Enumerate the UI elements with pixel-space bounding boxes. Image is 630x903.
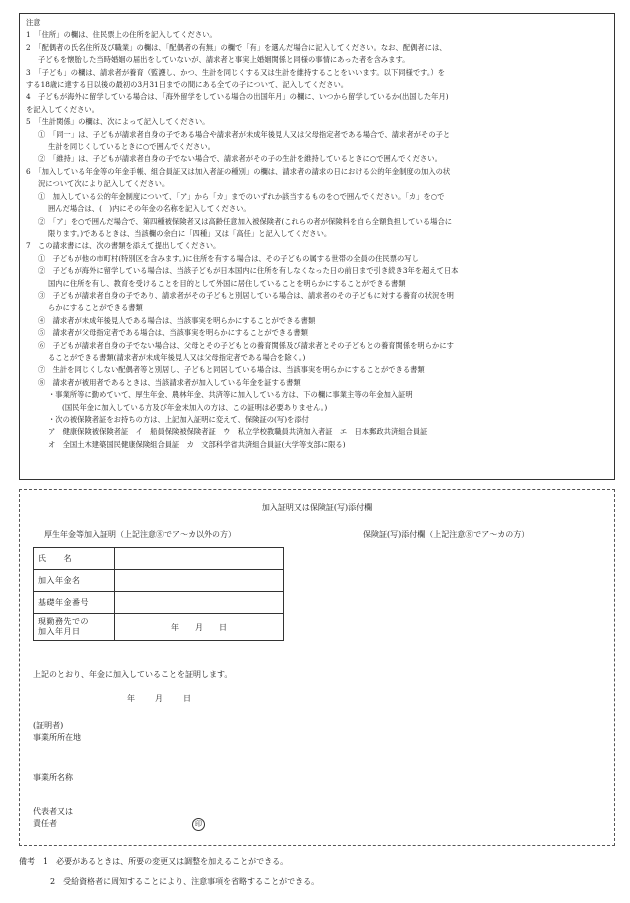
note-line: ⑧ 請求者が被用者であるときは、当該請求者が加入している年金を証する書類 — [38, 377, 301, 387]
note-line: ② 「維持」は、子どもが請求者自身の子でない場合で、請求者がその子の生計を維持しているときに○で囲んでください。 — [38, 154, 442, 164]
certifier-label: (証明者) — [33, 721, 64, 730]
remark-1 — [19, 852, 319, 872]
note-line: (国民年金に加入している方及び年金未加入の方は、この証明は必要ありません。) — [62, 402, 328, 412]
note-line: らかにすることができる書類 — [48, 303, 143, 313]
note-line: ⑦ 生計を同じくしない配偶者等と別居し、子どもと同居している場合は、当該事実を明らかにすることができる書類 — [38, 365, 425, 375]
month-label: 月 — [195, 622, 203, 632]
note-line: ⑤ 請求者が父母指定者である場合は、当該事実を明らかにすることができる書類 — [38, 328, 308, 338]
pension-name-label: 加入年金名 — [34, 570, 115, 592]
note-line: 生計を同じくしているときに○で囲んでください。 — [48, 142, 215, 152]
note-line: ② 「ア」を○で囲んだ場合で、第四種被保険者又は高齢任意加入被保険者(これらの者が保険料を自ら全額負担している場合に — [38, 216, 453, 226]
note-line: 6 「加入している年金等の年金手帳、組合員証又は加入者証の種別」の欄は、請求者の請求の日における公的年金制度の加入の状 — [26, 166, 451, 176]
note-line: 3 「子ども」の欄は、請求者が養育（監護し、かつ、生計を同じくする又は生計を維持することをいいます。以下同様です。）を — [26, 67, 446, 77]
table-row — [34, 548, 284, 570]
enrollment-date-field[interactable] — [115, 614, 284, 641]
remark-1-text: 1 必要があるときは、所要の変更又は調整を加えることができる。 — [43, 857, 289, 866]
note-line: 2 「配偶者の氏名住所及び職業」の欄は、「配偶者の有無」の欄で「有」を選んだ場合に記入してください。なお、配偶者には、 — [26, 42, 447, 52]
certificate-title: 加入証明又は保険証(写)添付欄 — [261, 503, 373, 512]
table-row — [34, 592, 284, 614]
note-line: ① 子どもが他の市町村(特別区を含みます。)に住所を有する場合は、その子どもの属する世帯の全員の住民票の写し — [38, 253, 419, 263]
year-label: 年 — [171, 622, 179, 632]
note-line: ② 子どもが海外に留学している場合は、当該子どもが日本国内に住所を有しなくなった日の前日まで引き続き3年を超えて日本 — [38, 266, 459, 276]
date-day-label: 日 — [183, 694, 191, 703]
certificate-box — [19, 489, 615, 846]
pension-name-field[interactable] — [115, 570, 284, 592]
note-line: ア 健康保険被保険者証 イ 船員保険被保険者証 ウ 私立学校教職員共済加入者証 エ 日本郵政共済組合員証 — [48, 427, 428, 437]
insurance-card-attach-heading: 保険証(写)添付欄（上記注意⑧でア～カの方） — [363, 530, 530, 539]
note-line: 7 この請求書には、次の書類を添えて提出してください。 — [26, 241, 221, 251]
note-line: ⑥ 子どもが請求者自身の子でない場合は、父母とその子どもとの養育関係及び請求者とその子どもとの養育関係を明らかにす — [38, 340, 454, 350]
note-line: 況について次により記入してください。 — [38, 179, 170, 189]
table-row — [34, 614, 284, 641]
note-line: ることができる書類(請求者が未成年後見人又は父母指定者である場合を除く。) — [48, 352, 306, 362]
certification-date[interactable] — [127, 693, 191, 705]
remarks — [19, 852, 319, 892]
enrollment-date-label-line1: 現勤務先での — [38, 617, 89, 626]
note-line: 子どもを懐胎した当時婚姻の届出をしていないが、請求者と事実上婚姻関係と同様の事情にあった者を含みます。 — [38, 55, 410, 65]
date-month-label: 月 — [155, 694, 163, 703]
representative-label-line2: 責任者 — [33, 819, 57, 828]
basic-pension-number-field[interactable] — [115, 592, 284, 614]
note-line: オ 全国土木建築国民健康保険組合員証 カ 文部科学省共済組合員証(大学等支部に限る) — [48, 439, 346, 449]
day-label: 日 — [219, 622, 227, 632]
certification-table — [33, 547, 284, 641]
note-line: ・次の被保険者証をお持ちの方は、上記加入証明に変えて、保険証の(写)を添付 — [48, 415, 309, 424]
enrollment-date-label — [34, 614, 115, 641]
note-line: 限ります。)であるときは、当該欄の余白に「四種」又は「高任」と記入してください。 — [48, 228, 332, 238]
note-line: 5 「生計関係」の欄は、次によって記入してください。 — [26, 117, 210, 127]
note-line: ③ 子どもが請求者自身の子であり、請求者がその子どもと別居している場合は、請求者のその子どもに対する養育の状況を明 — [38, 290, 454, 300]
enrollment-date-label-line2: 加入年月日 — [38, 627, 81, 636]
seal-mark — [192, 818, 205, 831]
note-line: 4 子どもが海外に留学している場合は、「海外留学をしている場合の出国年月」の欄に、いつから留学しているか(出国した年月) — [26, 92, 449, 102]
note-line: する18歳に達する日以後の最初の3月31日までの間にある全ての子について、記入してください。 — [26, 80, 349, 90]
certification-statement: 上記のとおり、年金に加入していることを証明します。 — [33, 670, 233, 679]
representative-label-line1: 代表者又は — [33, 807, 73, 816]
remarks-label: 備考 — [19, 857, 35, 866]
remark-2: 2 受給資格者に周知することにより、注意事項を省略することができる。 — [50, 877, 320, 886]
seal-icon: 印 — [192, 818, 205, 831]
note-line: ④ 請求者が未成年後見人である場合は、当該事実を明らかにすることができる書類 — [38, 315, 316, 325]
office-address-label: 事業所所在地 — [33, 733, 81, 742]
name-label: 氏 名 — [34, 548, 115, 570]
notes-heading: 注意 — [26, 18, 41, 27]
note-line: ・事業所等に勤めていて、厚生年金、農林年金、共済等に加入している方は、下の欄に事業主等の年金加入証明 — [48, 390, 413, 400]
table-row — [34, 570, 284, 592]
basic-pension-number-label: 基礎年金番号 — [34, 592, 115, 614]
note-line: 国内に住所を有し、教育を受けることを目的として外国に居住していることを明らかにすることができる書類 — [48, 278, 406, 288]
date-year-label: 年 — [127, 694, 135, 703]
note-line: ① 加入している公的年金制度について、「ア」から「カ」までのいずれか該当するものを○で囲んでください。「カ」を○で — [38, 191, 445, 201]
notes-box — [19, 13, 615, 480]
office-name-label: 事業所名称 — [33, 773, 73, 782]
note-line: 囲んだ場合は、( )内にその年金の名称を記入してください。 — [48, 204, 251, 214]
name-field[interactable] — [115, 548, 284, 570]
employer-certification-heading: 厚生年金等加入証明（上記注意⑧でア～カ以外の方） — [44, 530, 236, 539]
note-line: 1 「住所」の欄は、住民票上の住所を記入してください。 — [26, 30, 217, 40]
note-line: ① 「同一」は、子どもが請求者自身の子である場合や請求者が未成年後見人又は父母指定者である場合で、請求者がその子と — [38, 129, 451, 139]
note-line: を記入してください。 — [26, 104, 99, 114]
